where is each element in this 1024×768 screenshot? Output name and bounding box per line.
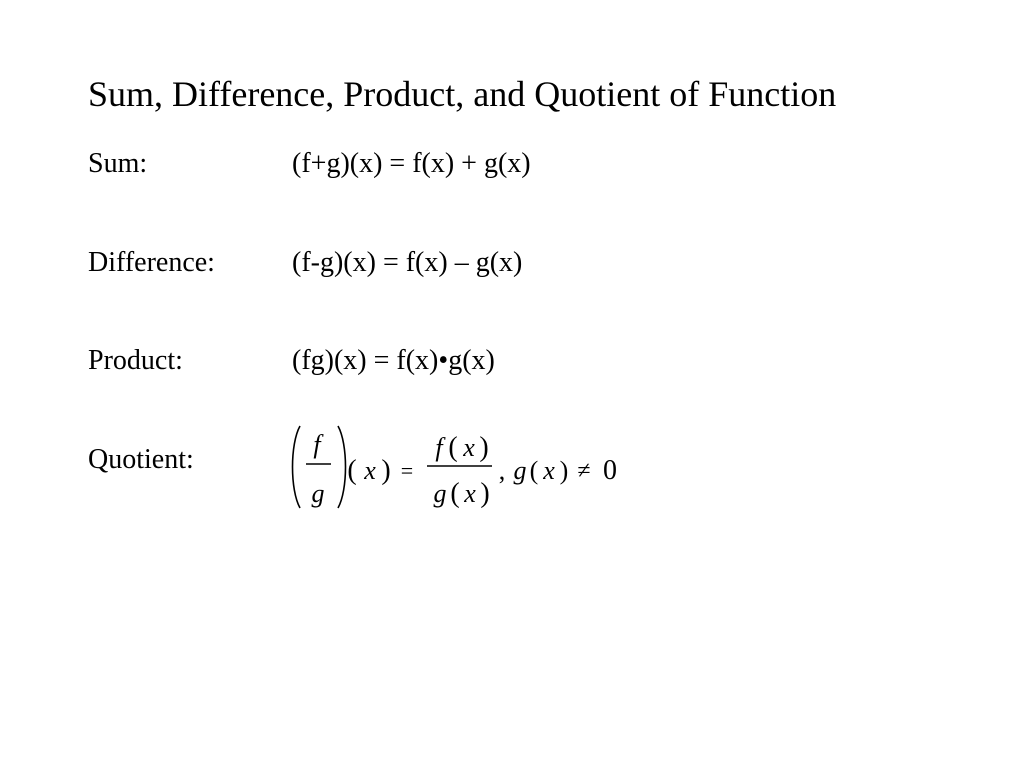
condition-fn: g [513, 456, 527, 485]
difference-label: Difference: [88, 247, 215, 278]
lhs-argument: x [364, 456, 376, 485]
not-equal-sign: ≠ [577, 458, 591, 484]
rhs-numerator-arg: x [463, 433, 475, 462]
difference-formula: (f-g)(x) = f(x) – g(x) [292, 247, 523, 278]
rhs-numerator-left-paren: ( [448, 432, 458, 463]
lhs-arg-left-paren: ( [347, 455, 357, 486]
equals-sign: = [400, 458, 414, 483]
sum-label: Sum: [88, 148, 148, 179]
product-formula: (fg)(x) = f(x)•g(x) [292, 345, 495, 376]
rhs-numerator-right-paren: ) [479, 432, 489, 463]
quotient-formula [286, 420, 646, 520]
quotient-label: Quotient: [88, 444, 194, 475]
rhs-denominator-right-paren: ) [480, 478, 490, 509]
condition-comma: , [498, 456, 506, 485]
lhs-arg-right-paren: ) [381, 455, 391, 486]
condition-left-paren: ( [529, 456, 539, 485]
condition-right-paren: ) [559, 456, 569, 485]
product-label: Product: [88, 345, 183, 376]
sum-formula: (f+g)(x) = f(x) + g(x) [292, 148, 531, 179]
rhs-denominator-left-paren: ( [450, 478, 460, 509]
lhs-numerator: f [313, 430, 321, 459]
rhs-denominator-arg: x [464, 479, 476, 508]
lhs-right-paren [338, 426, 346, 508]
quotient-formula-svg [286, 420, 646, 520]
slide-title: Sum, Difference, Product, and Quotient of Function [88, 74, 837, 114]
rhs-denominator-fn: g [433, 479, 447, 508]
condition-zero: 0 [603, 455, 617, 486]
lhs-left-paren [293, 426, 301, 508]
condition-arg: x [543, 456, 555, 485]
lhs-denominator: g [311, 479, 325, 508]
rhs-numerator-fn: f [435, 433, 443, 462]
